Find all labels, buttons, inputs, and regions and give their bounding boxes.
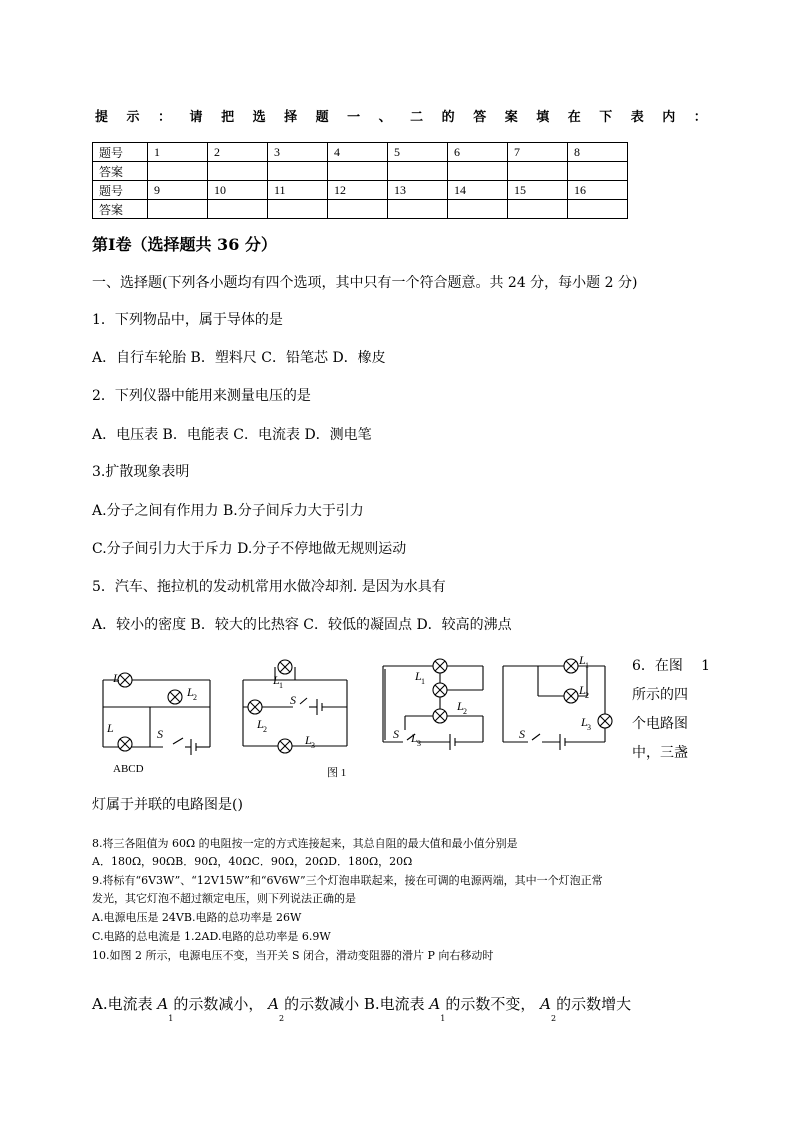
- hint-char: 、: [378, 110, 392, 125]
- hint-char: 一: [347, 110, 361, 125]
- question-6-tail: 灯属于并联的电路图是(): [92, 797, 243, 813]
- hint-char: 的: [441, 110, 455, 125]
- lamp-icon: [433, 683, 447, 697]
- switch-label: S: [519, 727, 525, 741]
- question-number: 16: [568, 181, 628, 200]
- lamp-label: L: [107, 721, 114, 735]
- hint-char: 表: [630, 110, 644, 125]
- answer-cell[interactable]: [148, 200, 208, 219]
- answer-cell[interactable]: [328, 162, 388, 181]
- question-number: 11: [268, 181, 328, 200]
- lamp-label: L: [187, 685, 194, 699]
- circuit-a: [103, 673, 210, 755]
- hint-char: 提: [95, 110, 109, 125]
- question-number: 15: [508, 181, 568, 200]
- lamp-subscript: 1: [421, 677, 425, 686]
- switch-label: S: [393, 727, 399, 741]
- question-9: 9.将标有“6V3W”、“12V15W”和“6V6W”三个灯泡串联起来，接在可调的电源两端，其中一个灯泡正常: [92, 874, 603, 887]
- lamp-subscript: 1: [585, 661, 589, 670]
- lamp-label: L: [579, 653, 586, 667]
- lamp-label: L: [579, 683, 586, 697]
- lamp-subscript: 3: [587, 723, 591, 732]
- options-label: ABCD: [113, 763, 144, 775]
- table-row: [93, 162, 628, 181]
- question-3-options-2: C.分子间引力大于斥力 D.分子不停地做无规则运动: [92, 541, 407, 557]
- answer-table: [92, 142, 628, 219]
- hint-char: 内: [662, 110, 676, 125]
- question-number: 13: [388, 181, 448, 200]
- hint-char: 把: [221, 110, 235, 125]
- hint-char: 在: [567, 110, 581, 125]
- lamp-label: L: [457, 699, 464, 713]
- question-8: 8.将三各阻值为 60Ω 的电阻按一定的方式连接起来，其总自阻的最大值和最小值分别是: [92, 837, 518, 850]
- question-10: 10.如图 2 所示，电源电压不变，当开关 S 闭合，滑动变阻器的滑片 P 向右移动时: [92, 949, 494, 962]
- hint-char: 填: [536, 110, 550, 125]
- lamp-subscript: 2: [263, 725, 267, 734]
- question-number: 9: [148, 181, 208, 200]
- switch-label: S: [290, 693, 296, 707]
- row-label: 答案: [93, 162, 148, 181]
- question-number: 1: [148, 143, 208, 162]
- question-number: 3: [268, 143, 328, 162]
- question-number: 7: [508, 143, 568, 162]
- question-5: 5．汽车、拖拉机的发动机常用水做冷却剂. 是因为水具有: [92, 579, 446, 595]
- question-number: 6: [448, 143, 508, 162]
- hint-char: 选: [252, 110, 266, 125]
- table-row: [93, 143, 628, 162]
- question-3-options-1: A.分子之间有作用力 B.分子间斥力大于引力: [92, 503, 364, 519]
- answer-cell[interactable]: [328, 200, 388, 219]
- section-title: 第Ⅰ卷（选择题共 36 分）: [92, 235, 277, 254]
- row-label: 题号: [93, 181, 148, 200]
- row-label: 答案: [93, 200, 148, 219]
- lamp-subscript: 3: [417, 739, 421, 748]
- hint-char: 题: [315, 110, 329, 125]
- hint-char: 下: [599, 110, 613, 125]
- question-3: 3.扩散现象表明: [92, 464, 190, 480]
- hint-char: 二: [410, 110, 424, 125]
- lamp-subscript: 1: [279, 681, 283, 690]
- switch-label: S: [157, 727, 163, 741]
- lamp-icon: [598, 714, 612, 728]
- lamp-label: L: [273, 673, 280, 687]
- answer-cell[interactable]: [148, 162, 208, 181]
- question-9-options-1: A.电源电压是 24VB.电路的总功率是 26W: [92, 911, 302, 924]
- row-label: 题号: [93, 143, 148, 162]
- table-row: [93, 200, 628, 219]
- question-number: 2: [208, 143, 268, 162]
- question-number: 12: [328, 181, 388, 200]
- circuit-figure: [95, 652, 625, 782]
- answer-cell[interactable]: [568, 162, 628, 181]
- question-number: 14: [448, 181, 508, 200]
- answer-cell[interactable]: [448, 162, 508, 181]
- question-2-options: A．电压表 B．电能表 C．电流表 D．测电笔: [92, 427, 372, 443]
- lamp-subscript: 2: [193, 693, 197, 702]
- hint-char: ：: [158, 110, 172, 125]
- table-row: [93, 181, 628, 200]
- answer-cell[interactable]: [388, 162, 448, 181]
- lamp-icon: [564, 659, 578, 673]
- lamp-label: L: [415, 669, 422, 683]
- lamp-label: L: [411, 731, 418, 745]
- lamp-label: L: [581, 715, 588, 729]
- part1-heading: 一、选择题(下列各小题均有四个选项，其中只有一个符合题意。共 24 分，每小题 2 分): [92, 275, 638, 291]
- answer-cell[interactable]: [508, 200, 568, 219]
- hint-char: 示: [126, 110, 140, 125]
- question-10-options: A.电流表 $A_1$的示数减小， $A_2$的示数减小 B.电流表 $A_1$的示数不变， $A_2$的示数增大: [92, 995, 632, 1023]
- lamp-icon: [278, 660, 292, 674]
- question-6-column: [632, 652, 710, 768]
- hint-char: 答: [473, 110, 487, 125]
- lamp-icon: [118, 673, 132, 687]
- question-1-options: A．自行车轮胎 B．塑料尺 C．铅笔芯 D．橡皮: [92, 350, 386, 366]
- answer-cell[interactable]: [568, 200, 628, 219]
- q6-line: 所示的四: [632, 687, 688, 703]
- hint-char: 请: [189, 110, 203, 125]
- answer-cell[interactable]: [448, 200, 508, 219]
- question-2: 2．下列仪器中能用来测量电压的是: [92, 388, 311, 404]
- hint-char: 案: [504, 110, 518, 125]
- question-8-options: A．180Ω，90ΩB．90Ω，40ΩC．90Ω，20ΩD．180Ω，20Ω: [92, 855, 413, 868]
- question-9-options-2: C.电路的总电流是 1.2AD.电路的总功率是 6.9W: [92, 930, 331, 943]
- question-5-options: A．较小的密度 B．较大的比热容 C．较低的凝固点 D．较高的沸点: [92, 617, 512, 633]
- figure-caption: 图 1: [327, 767, 347, 779]
- lamp-label: L: [113, 671, 120, 685]
- lamp-icon: [564, 689, 578, 703]
- question-1: 1．下列物品中，属于导体的是: [92, 312, 283, 328]
- answer-cell[interactable]: [268, 200, 328, 219]
- question-9-cont: 发光，其它灯泡不超过额定电压，则下列说法正确的是: [92, 892, 356, 905]
- answer-cell[interactable]: [388, 200, 448, 219]
- question-number: 10: [208, 181, 268, 200]
- lamp-icon: [433, 709, 447, 723]
- q6-line: 6．在图 1: [632, 658, 710, 674]
- lamp-icon: [433, 659, 447, 673]
- lamp-icon: [168, 690, 182, 704]
- lamp-label: L: [305, 733, 312, 747]
- answer-hint: [95, 106, 707, 125]
- q6-line: 中，三盏: [632, 745, 688, 761]
- answer-cell[interactable]: [508, 162, 568, 181]
- lamp-label: L: [257, 717, 264, 731]
- answer-cell[interactable]: [208, 200, 268, 219]
- lamp-icon: [278, 739, 292, 753]
- lamp-icon: [118, 737, 132, 751]
- lamp-subscript: 2: [585, 691, 589, 700]
- question-number: 8: [568, 143, 628, 162]
- lamp-icon: [248, 700, 262, 714]
- answer-cell[interactable]: [268, 162, 328, 181]
- lamp-subscript: 2: [463, 707, 467, 716]
- question-number: 5: [388, 143, 448, 162]
- q6-line: 个电路图: [632, 716, 688, 732]
- question-number: 4: [328, 143, 388, 162]
- answer-cell[interactable]: [208, 162, 268, 181]
- hint-char: 择: [284, 110, 298, 125]
- lamp-subscript: 3: [311, 741, 315, 750]
- hint-char: ：: [693, 110, 707, 125]
